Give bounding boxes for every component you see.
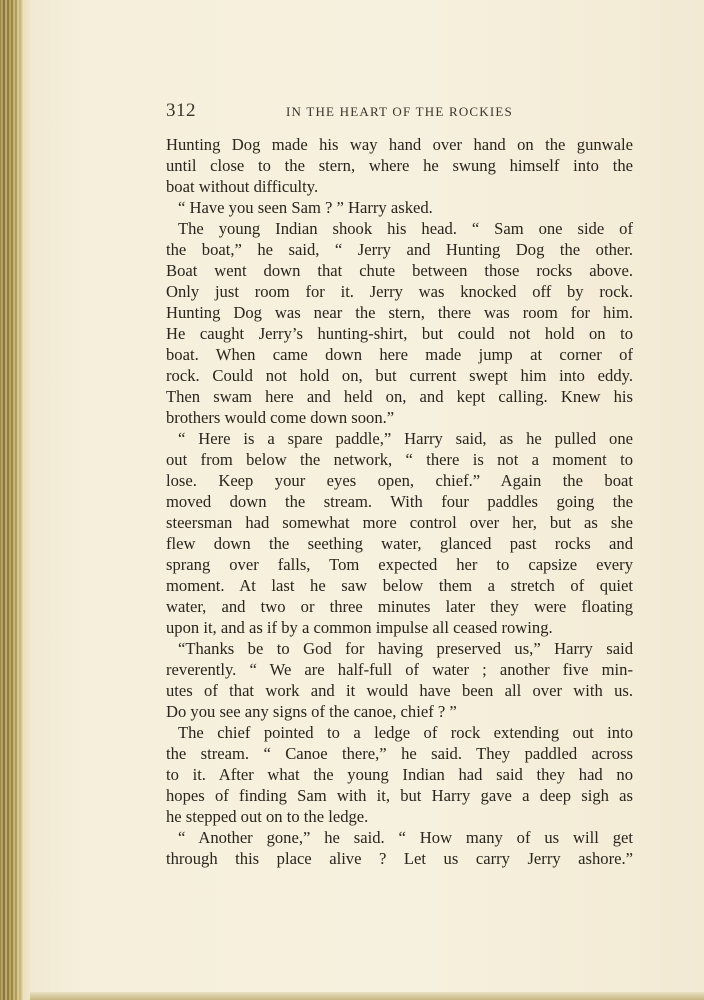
text-line: “ Another gone,” he said. “ How many of us will get — [178, 828, 633, 847]
page-bottom-edge — [30, 992, 704, 1000]
book-spine — [0, 0, 30, 1000]
body-text — [166, 134, 633, 869]
text-line: to it. After what the young Indian had said they had no — [166, 765, 633, 784]
text-line: water, and two or three minutes later they were floating — [166, 597, 633, 616]
text-line: hopes of finding Sam with it, but Harry gave a deep sigh as — [166, 786, 633, 805]
text-line: the stream. “ Canoe there,” he said. They paddled across — [166, 744, 633, 763]
text-line: moment. At last he saw below them a stretch of quiet — [166, 576, 633, 595]
text-line: The chief pointed to a ledge of rock extending out into — [178, 723, 633, 742]
text-line: rock. Could not hold on, but current swept him into eddy. — [166, 366, 633, 385]
text-line: Hunting Dog made his way hand over hand on the gunwale — [166, 135, 633, 154]
text-line: Boat went down that chute between those rocks above. — [166, 261, 633, 280]
text-line: upon it, and as if by a common impulse all ceased rowing. — [166, 618, 553, 637]
text-line: sprang over falls, Tom expected her to capsize every — [166, 555, 633, 574]
text-line: flew down the seething water, glanced past rocks and — [166, 534, 633, 553]
running-head: IN THE HEART OF THE ROCKIES — [286, 104, 513, 119]
text-line: boat without difficulty. — [166, 177, 319, 196]
text-line: brothers would come down soon.” — [166, 408, 395, 427]
page-header — [166, 100, 634, 122]
text-line: reverently. “ We are half-full of water ; another five min- — [166, 660, 633, 679]
text-line: he stepped out on to the ledge. — [166, 807, 369, 826]
text-line: Only just room for it. Jerry was knocked off by rock. — [166, 282, 633, 301]
text-line: moved down the stream. With four paddles going the — [166, 492, 633, 511]
text-line: Do you see any signs of the canoe, chief ? ” — [166, 702, 457, 721]
text-line: The young Indian shook his head. “ Sam one side of — [178, 219, 633, 238]
text-line: “ Here is a spare paddle,” Harry said, as he pulled one — [178, 429, 633, 448]
text-line: Then swam here and held on, and kept calling. Knew his — [166, 387, 633, 406]
text-line: He caught Jerry’s hunting-shirt, but could not hold on to — [166, 324, 633, 343]
text-line: until close to the stern, where he swung himself into the — [166, 156, 633, 175]
text-line: through this place alive ? Let us carry Jerry ashore.” — [166, 849, 633, 868]
text-line: “ Have you seen Sam ? ” Harry asked. — [178, 198, 433, 217]
text-line: steersman had somewhat more control over her, but as she — [166, 513, 633, 532]
text-line: boat. When came down here made jump at corner of — [166, 345, 633, 364]
text-line: out from below the network, “ there is not a moment to — [166, 450, 633, 469]
text-line: “Thanks be to God for having preserved us,” Harry said — [178, 639, 633, 658]
page-number: 312 — [166, 100, 196, 121]
text-line: lose. Keep your eyes open, chief.” Again the boat — [166, 471, 633, 490]
text-line: the boat,” he said, “ Jerry and Hunting Dog the other. — [166, 240, 633, 259]
text-line: Hunting Dog was near the stern, there was room for him. — [166, 303, 633, 322]
text-line: utes of that work and it would have been all over with us. — [166, 681, 633, 700]
